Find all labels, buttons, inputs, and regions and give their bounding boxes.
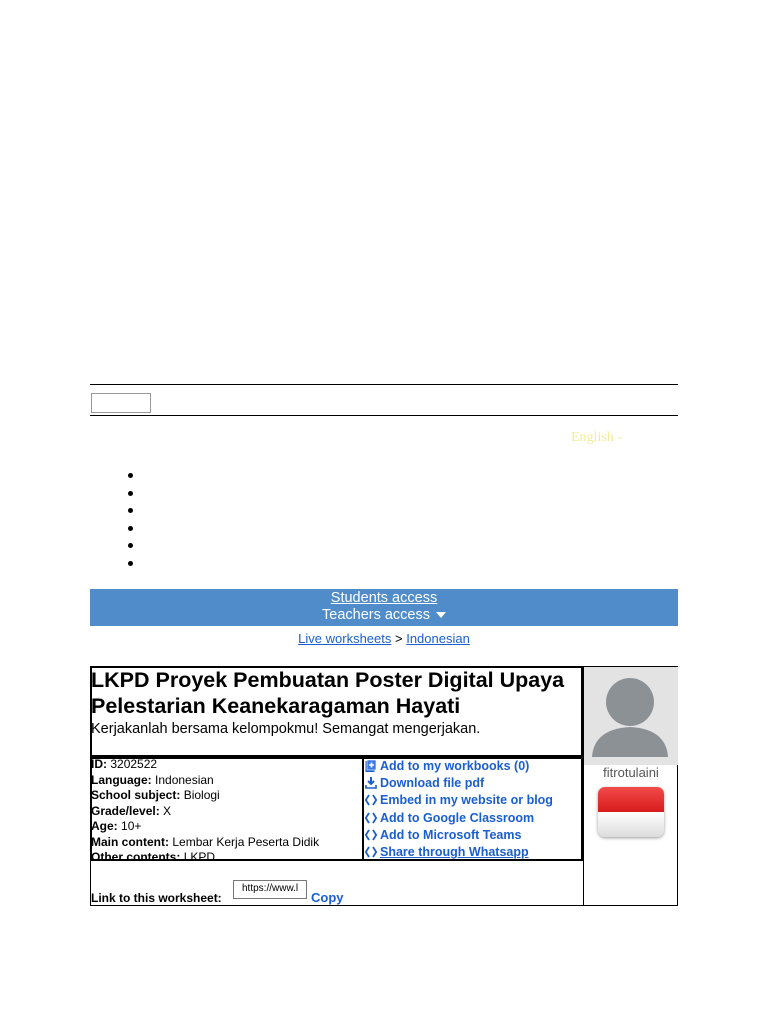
meta-label: Age: bbox=[91, 819, 118, 833]
flag-white-stripe bbox=[598, 812, 664, 837]
code-icon bbox=[365, 846, 377, 858]
worksheet-meta bbox=[91, 757, 319, 866]
search-input[interactable] bbox=[91, 393, 151, 413]
user-silhouette-icon bbox=[584, 667, 678, 765]
meta-language bbox=[91, 773, 319, 789]
breadcrumb-current-link[interactable]: Indonesian bbox=[406, 631, 470, 646]
meta-value: X bbox=[163, 803, 172, 818]
meta-label: Grade/level: bbox=[91, 803, 160, 818]
embed-label: Embed in my website or blog bbox=[380, 793, 553, 808]
meta-label: Main content: bbox=[91, 834, 169, 849]
code-icon bbox=[365, 812, 377, 824]
embed-button[interactable] bbox=[365, 792, 553, 809]
indonesia-flag-icon bbox=[598, 787, 664, 837]
avatar[interactable] bbox=[584, 667, 678, 765]
microsoft-teams-button[interactable] bbox=[365, 827, 553, 844]
worksheet-description: Kerjakanlah bersama kelompokmu! Semangat mengerjakan. bbox=[91, 721, 481, 737]
copy-link-button[interactable]: Copy bbox=[311, 890, 344, 905]
download-pdf-button[interactable] bbox=[365, 775, 553, 792]
whatsapp-label: Share through Whatsapp bbox=[380, 845, 529, 860]
flag-red-stripe bbox=[598, 787, 664, 812]
header-divider-bottom bbox=[90, 415, 678, 416]
meta-value: Lembar Kerja Peserta Didik bbox=[172, 834, 320, 849]
add-workbook-icon bbox=[365, 760, 377, 772]
download-pdf-label: Download file pdf bbox=[380, 776, 485, 791]
meta-value: 10+ bbox=[121, 819, 142, 833]
author-username[interactable]: fitrotulaini bbox=[603, 765, 659, 780]
meta-label: ID: bbox=[91, 757, 107, 771]
meta-value: Indonesian bbox=[155, 772, 214, 787]
caret-down-icon bbox=[436, 612, 446, 618]
google-classroom-label: Add to Google Classroom bbox=[380, 810, 535, 825]
meta-id bbox=[91, 757, 319, 773]
worksheet-link-field[interactable]: https://www.l bbox=[233, 880, 307, 899]
meta-other-contents bbox=[91, 850, 319, 866]
meta-label: Language: bbox=[91, 772, 152, 787]
download-icon bbox=[365, 777, 377, 789]
meta-subject bbox=[91, 788, 319, 804]
meta-age bbox=[91, 819, 319, 835]
meta-value: 3202522 bbox=[110, 757, 158, 771]
google-classroom-button[interactable] bbox=[365, 810, 553, 827]
meta-value: LKPD bbox=[183, 850, 216, 864]
info-divider bbox=[362, 757, 364, 861]
students-access-link[interactable]: Students access bbox=[330, 590, 438, 606]
add-workbooks-label: Add to my workbooks (0) bbox=[380, 759, 530, 773]
header-divider-top bbox=[90, 384, 678, 385]
worksheet-title: LKPD Proyek Pembuatan Poster Digital Upaya Pelestarian Keanekaragaman Hayati bbox=[91, 668, 565, 718]
meta-label: School subject: bbox=[91, 788, 181, 802]
meta-value: Biologi bbox=[183, 788, 220, 802]
breadcrumb-root-link[interactable]: Live worksheets bbox=[298, 631, 392, 646]
meta-grade bbox=[91, 804, 319, 820]
access-bar bbox=[90, 589, 678, 626]
whatsapp-share-button[interactable] bbox=[365, 844, 553, 861]
add-to-workbooks-button[interactable] bbox=[365, 758, 553, 775]
code-icon bbox=[365, 829, 377, 841]
worksheet-actions bbox=[365, 758, 553, 861]
breadcrumb bbox=[0, 631, 768, 646]
microsoft-teams-label: Add to Microsoft Teams bbox=[380, 827, 522, 842]
language-selector[interactable]: English - bbox=[571, 430, 622, 445]
breadcrumb-separator: > bbox=[395, 631, 403, 646]
meta-main-content bbox=[91, 835, 319, 851]
worksheet-link-label: Link to this worksheet: bbox=[91, 891, 222, 905]
code-icon bbox=[365, 794, 377, 806]
teachers-access-menu[interactable] bbox=[90, 607, 678, 623]
meta-label: Other contents: bbox=[91, 850, 181, 864]
teachers-access-label: Teachers access bbox=[322, 607, 430, 623]
